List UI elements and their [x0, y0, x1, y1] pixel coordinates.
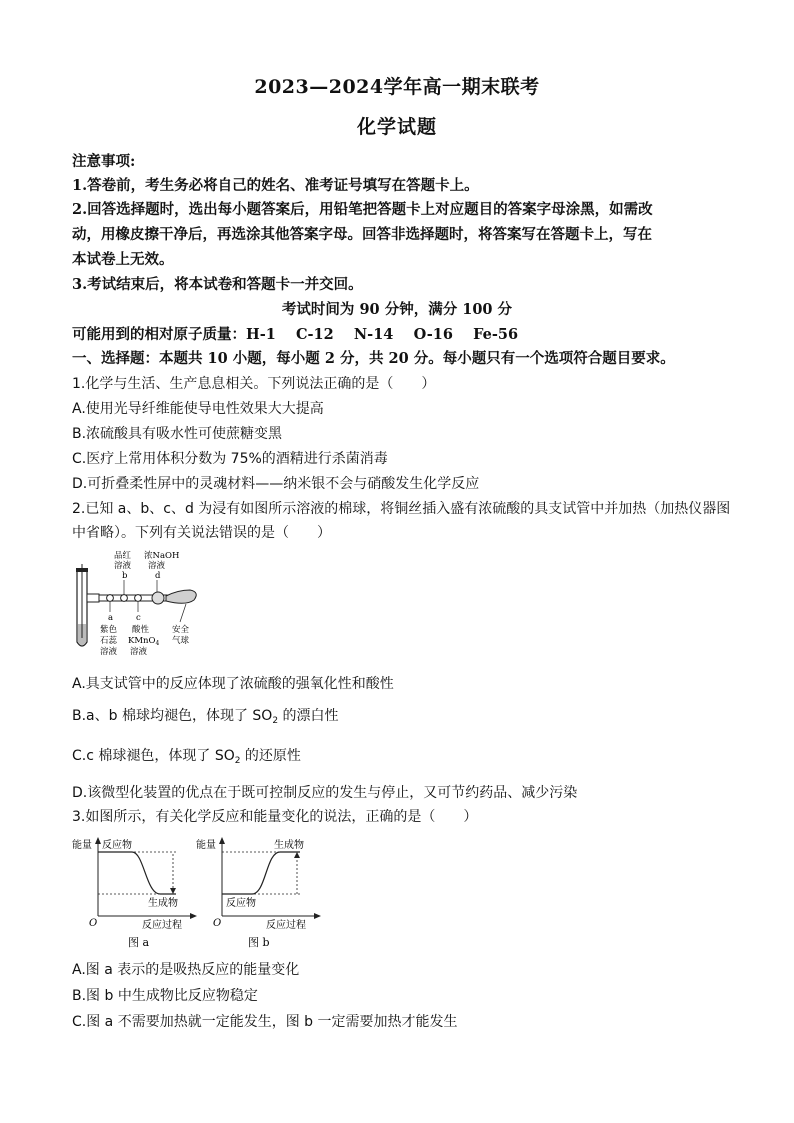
- fig-d-label-2: 溶液: [148, 561, 166, 571]
- q3-stem: 3.如图所示，有关化学反应和能量变化的说法，正确的是（ ）: [72, 809, 478, 825]
- fig-a-label-1: 紫色: [100, 625, 118, 635]
- fig-a-label-3: 溶液: [100, 647, 118, 657]
- fig-c-label-1: 酸性: [132, 625, 150, 635]
- notes-heading: 注意事项:: [72, 153, 136, 170]
- fig-a-label-2: 石蕊: [100, 636, 118, 646]
- fig-b-caption: 图 b: [248, 936, 270, 949]
- energy-curve-a: [98, 852, 176, 894]
- fig-b-product: 生成物: [274, 840, 304, 851]
- q3-option-c: C.图 a 不需要加热就一定能发生，图 b 一定需要加热才能发生: [72, 1014, 458, 1030]
- fig-b-ylabel: 能量: [196, 840, 216, 851]
- fig-a-reactant: 反应物: [102, 840, 132, 851]
- q3-figure-b: [196, 832, 326, 952]
- fig-b-label-2: 溶液: [114, 561, 132, 571]
- q2-stem-line-2: 中省略）。下列有关说法错误的是（ ）: [72, 525, 331, 541]
- atomic-masses: 可能用到的相对原子质量：H-1 C-12 N-14 O-16 Fe-56: [72, 326, 519, 343]
- fig-a-xlabel: 反应过程: [142, 920, 182, 931]
- fig-a-letter: a: [108, 613, 114, 623]
- fig-balloon-label-2: 气球: [172, 636, 190, 646]
- note-2-line-2: 动，用橡皮擦干净后，再选涂其他答案字母。回答非选择题时，将答案写在答题卡上，写在: [72, 226, 652, 243]
- fig-b-letter: b: [122, 571, 128, 581]
- fig-b-origin: O: [213, 918, 222, 929]
- q2-option-b: B.a、b 棉球均褪色，体现了 $SO_2$ 的漂白性: [72, 708, 339, 726]
- fig-c-letter: c: [136, 613, 141, 623]
- fig-a-ylabel: 能量: [72, 840, 92, 851]
- fig-balloon-label-1: 安全: [172, 625, 190, 635]
- note-3: 3.考试结束后，将本试卷和答题卡一并交回。: [72, 276, 363, 293]
- q2-stem-line-1: 2.已知 a、b、c、d 为浸有如图所示溶液的棉球，将铜丝插入盛有浓硫酸的具支试管中并加热（加热仪器图: [72, 501, 731, 517]
- note-2-line-3: 本试卷上无效。: [72, 251, 174, 268]
- q2-option-d: D.该微型化装置的优点在于既可控制反应的发生与停止，又可节约药品、减少污染: [72, 785, 578, 801]
- fig-b-xlabel: 反应过程: [266, 920, 306, 931]
- fig-c-label-3: 溶液: [130, 647, 148, 657]
- exam-subject: 化学试题: [356, 116, 437, 138]
- note-1: 1.答卷前，考生务必将自己的姓名、准考证号填写在答题卡上。: [72, 177, 479, 194]
- fig-a-caption: 图 a: [128, 936, 150, 949]
- q3-option-a: A.图 a 表示的是吸热反应的能量变化: [72, 962, 300, 978]
- fig-b-reactant: 反应物: [226, 898, 256, 909]
- section-1-heading: 一、选择题：本题共 10 小题，每小题 2 分，共 20 分。每小题只有一个选项符合题目要求。: [72, 350, 675, 367]
- q1-option-a: A.使用光导纤维能使导电性效果大大提高: [72, 401, 324, 417]
- fig-d-label-1: 浓NaOH: [144, 551, 180, 561]
- energy-curve-b: [222, 852, 300, 894]
- exam-title: 2023—2024学年高一期末联考: [254, 76, 540, 98]
- fig-b-label-1: 品红: [114, 551, 132, 561]
- q2-option-a: A.具支试管中的反应体现了浓硫酸的强氧化性和酸性: [72, 676, 394, 692]
- q2-apparatus-figure: [66, 546, 206, 664]
- fig-a-product: 生成物: [148, 898, 178, 909]
- exam-time: 考试时间为 90 分钟，满分 100 分: [281, 301, 513, 318]
- fig-c-sub: 4: [155, 640, 160, 647]
- q3-option-b: B.图 b 中生成物比反应物稳定: [72, 988, 258, 1004]
- fig-d-letter: d: [155, 571, 161, 581]
- q1-option-b: B.浓硫酸具有吸水性可使蔗糖变黑: [72, 426, 283, 442]
- q3-figure-a: [72, 832, 202, 952]
- q1-stem: 1.化学与生活、生产息息相关。下列说法正确的是（ ）: [72, 376, 436, 392]
- q1-option-d: D.可折叠柔性屏中的灵魂材料——纳米银不会与硝酸发生化学反应: [72, 476, 480, 492]
- q2-option-c: C.c 棉球褪色，体现了 $SO_2$ 的还原性: [72, 748, 301, 766]
- svg-text:KMnO4: [128, 636, 160, 647]
- q1-option-c: C.医疗上常用体积分数为 75%的酒精进行杀菌消毒: [72, 451, 388, 467]
- note-2-line-1: 2.回答选择题时，选出每小题答案后，用铅笔把答题卡上对应题目的答案字母涂黑，如需改: [72, 201, 653, 218]
- fig-a-origin: O: [89, 918, 98, 929]
- fig-c-label-2: KMnO: [128, 636, 156, 646]
